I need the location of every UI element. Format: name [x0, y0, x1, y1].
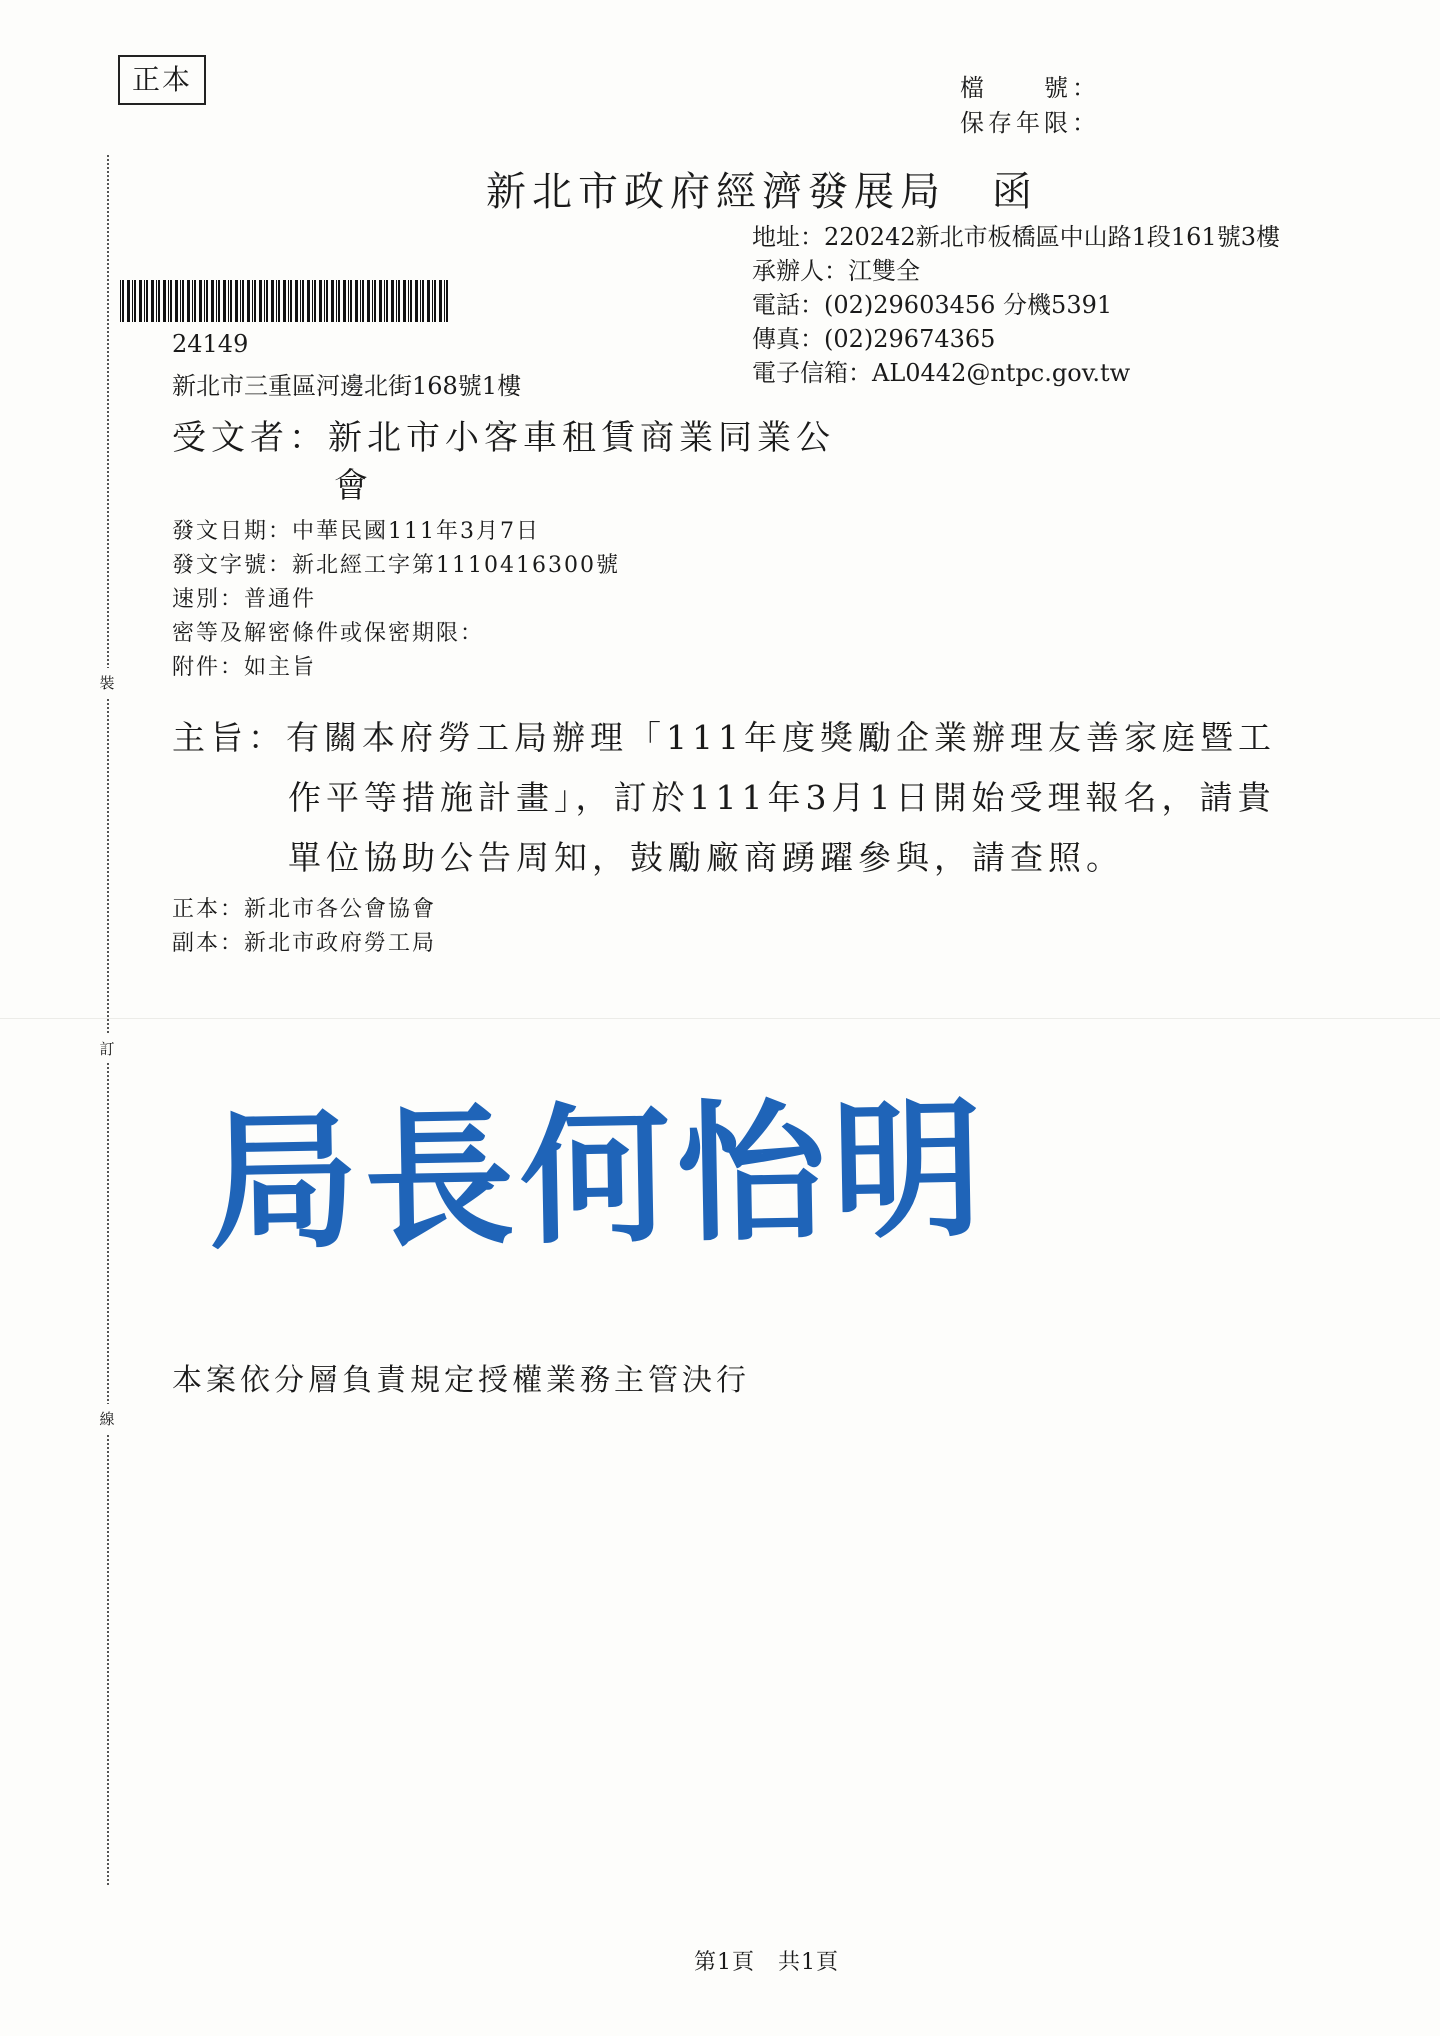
attachment: 附件：如主旨	[172, 655, 317, 680]
delivery-speed: 速別：普通件	[172, 587, 317, 612]
recipient-line-2: 會	[334, 466, 373, 506]
issue-number: 發文字號：新北經工字第1110416300號	[172, 553, 620, 578]
contact-handler: 承辦人：江雙全	[752, 257, 920, 285]
original-copy-stamp: 正本	[118, 55, 206, 105]
page-indicator: 第1頁 共1頁	[694, 1950, 839, 1975]
binding-line	[107, 155, 109, 1885]
director-signature-stamp: 局長何怡明	[206, 1081, 990, 1271]
authorization-note: 本案依分層負責規定授權業務主管決行	[172, 1363, 750, 1398]
fold-crease	[0, 1018, 1440, 1019]
original-recipient: 正本：新北市各公會協會	[172, 897, 437, 922]
subject-line-3: 單位協助公告周知，鼓勵廠商踴躍參與，請查照。	[288, 838, 1124, 877]
binding-mark-xian: 線	[96, 1404, 118, 1433]
contact-email: 電子信箱：AL0442@ntpc.gov.tw	[752, 359, 1131, 387]
subject-line-1: 主旨：有關本府勞工局辦理「111年度獎勵企業辦理友善家庭暨工	[172, 718, 1276, 757]
subject-line-2: 作平等措施計畫」，訂於111年3月1日開始受理報名，請貴	[288, 778, 1276, 817]
file-number-label: 檔 號：	[960, 74, 1100, 102]
binding-mark-ding: 訂	[96, 1034, 118, 1063]
mailing-postal-code: 24149	[172, 330, 249, 358]
contact-address: 地址：220242新北市板橋區中山路1段161號3樓	[752, 223, 1280, 251]
document-title: 新北市政府經濟發展局 函	[486, 169, 1038, 215]
mailing-address: 新北市三重區河邊北街168號1樓	[172, 372, 522, 400]
issue-date: 發文日期：中華民國111年3月7日	[172, 519, 540, 544]
secrecy-level: 密等及解密條件或保密期限：	[172, 621, 485, 646]
contact-fax: 傳真：(02)29674365	[752, 325, 996, 353]
recipient-line-1: 受文者：新北市小客車租賃商業同業公	[172, 418, 835, 458]
retention-period-label: 保存年限：	[960, 109, 1100, 137]
contact-phone: 電話：(02)29603456 分機5391	[752, 291, 1113, 319]
barcode	[118, 280, 450, 322]
binding-mark-zhuang: 裝	[96, 668, 118, 697]
copy-recipient: 副本：新北市政府勞工局	[172, 931, 437, 956]
